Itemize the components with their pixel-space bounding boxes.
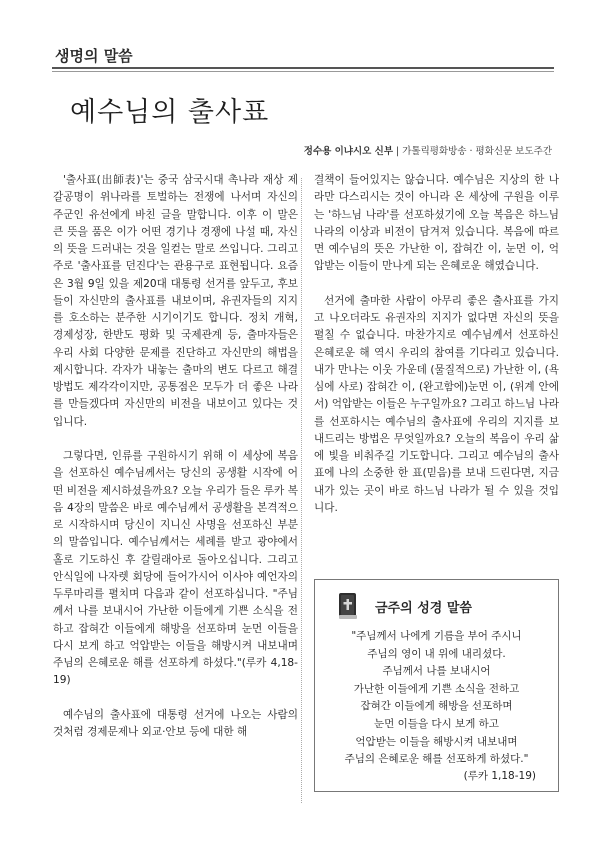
article-title: 예수님의 출사표 [70, 97, 270, 128]
verse-line: 억압받는 이들을 해방시켜 내보내며 [355, 735, 518, 748]
verse-box-title: 금주의 성경 말씀 [375, 601, 472, 616]
section-label: 생명의 말씀 [55, 47, 133, 65]
left-column [53, 172, 298, 759]
verse-line: 주님의 영이 내 위에 내리셨다. [367, 647, 506, 660]
verse-line: "주님께서 나에게 기름을 부어 주시니 [351, 630, 522, 642]
verse-reference: (루카 1,18-19) [463, 770, 536, 782]
bible-book-icon [337, 592, 359, 620]
column-divider [301, 178, 302, 803]
weekly-verse-box [314, 579, 559, 792]
verse-text [321, 628, 552, 769]
verse-line: 눈먼 이들을 다시 보게 하고 [374, 717, 499, 730]
verse-line: 가난한 이들에게 기쁜 소식을 전하고 [353, 682, 520, 695]
byline-affiliation: | 가톨릭평화방송 · 평화신문 보도주간 [393, 146, 552, 157]
byline-author: 정수용 이냐시오 신부 [303, 146, 394, 157]
verse-line: 주님께서 나를 보내시어 [382, 665, 491, 678]
header-rule-thin [52, 71, 554, 72]
paragraph: '출사표(出師表)'는 중국 삼국시대 촉나라 재상 제갈공명이 위나라를 토벌하는 전쟁에 나서며 자신의 주군인 유선에게 바친 글을 말합니다. 이후 이 말은 큰 뜻을 품은 이가 어떤 경기나 경쟁에 나설 때, 자신의 뜻을 드러내는 것을 일컫는 말로 쓰입니다. 그리고 주로 '출사표를 던진다'는 관용구로 표현됩니다. 요즘은 3월 9일 있을 제20대 대통령 선거를 앞두고, 후보들이 자신만의 출사표를 내보이며, 유권자들의 지지를 호소하는 분주한 시기이기도 합니다. 정치 개혁, 경제성장, 한반도 평화 및 국제관계 등, 출마자들은 우리 사회 다양한 문제를 진단하고 자신만의 해법을 제시합니다. 각자가 내놓는 출마의 변도 다르고 해결 방법도 제각각이지만, 공통점은 모두가 더 좋은 나라를 만들겠다며 자신만의 비전을 내보이고 있다는 것입니다. [53, 174, 298, 428]
verse-line: 잡혀간 이들에게 해방을 선포하며 [360, 700, 513, 713]
paragraph: 결책이 들어있지는 않습니다. 예수님은 지상의 한 나라만 다스리시는 것이 아니라 온 세상에 구원을 이루는 '하느님 나라'를 선포하셨기에 오늘 복음은 하느님 나라의 이상과 비전이 담겨져 있습니다. 복음에 따르면 예수님의 뜻은 가난한 이, 잡혀간 이, 눈먼 이, 억압받는 이들이 만나게 되는 은혜로운 해였습니다. [314, 174, 559, 273]
header-rule [52, 67, 554, 69]
paragraph: 그렇다면, 인류를 구원하시기 위해 이 세상에 복음을 선포하신 예수님께서는 당신의 공생활 시작에 어떤 비전을 제시하셨을까요? 오늘 우리가 들은 루카 복음 4장의 말씀은 바로 예수님께서 공생활을 본격적으로 시작하시며 당신이 지니신 사명을 선포하신 부분의 말씀입니다. 예수님께서는 세례를 받고 광야에서 홀로 기도하신 후 갈릴래아로 돌아오십니다. 그리고 안식일에 나자렛 회당에 들어가시어 이사야 예언자의 두루마리를 펼치며 다음과 같이 선포하십니다. "주님께서 나를 보내시어 가난한 이들에게 기쁜 소식을 전하고 잡혀간 이들에게 해방을 선포하며 눈먼 이들을 다시 보게 하고 억압받는 이들을 해방시켜 내보내며 주님의 은혜로운 해를 선포하게 하셨다."(루카 4,18-19) [53, 450, 298, 687]
byline [304, 143, 552, 157]
right-column [314, 172, 559, 534]
paragraph: 예수님의 출사표에 대통령 선거에 나오는 사람의 것처럼 경제문제나 외교·안보 등에 대한 해 [53, 708, 298, 738]
verse-line: 주님의 은혜로운 해를 선포하게 하셨다." [344, 753, 529, 766]
paragraph: 선거에 출마한 사람이 아무리 좋은 출사표를 가지고 나오더라도 유권자의 지지가 없다면 자신의 뜻을 펼칠 수 없습니다. 마찬가지로 예수님께서 선포하신 은혜로운 해 역시 우리의 참여를 기다리고 있습니다. 내가 만나는 이웃 가운데 (물질적으로) 가난한 이, (욕심에 사로) 잡혀간 이, (완고함에)눈먼 이, (위계 안에서) 억압받는 이들은 누구일까요? 그리고 하느님 나라를 선포하시는 예수님의 출사표에 우리의 지지를 보내드리는 방법은 무엇일까요? 오늘의 복음이 우리 삶에 빛을 비춰주길 기도합니다. 그리고 예수님의 출사표에 나의 소중한 한 표(믿음)를 보내 드린다면, 지금 내가 있는 곳이 바로 하느님 나라가 될 수 있을 것입니다. [314, 294, 559, 514]
